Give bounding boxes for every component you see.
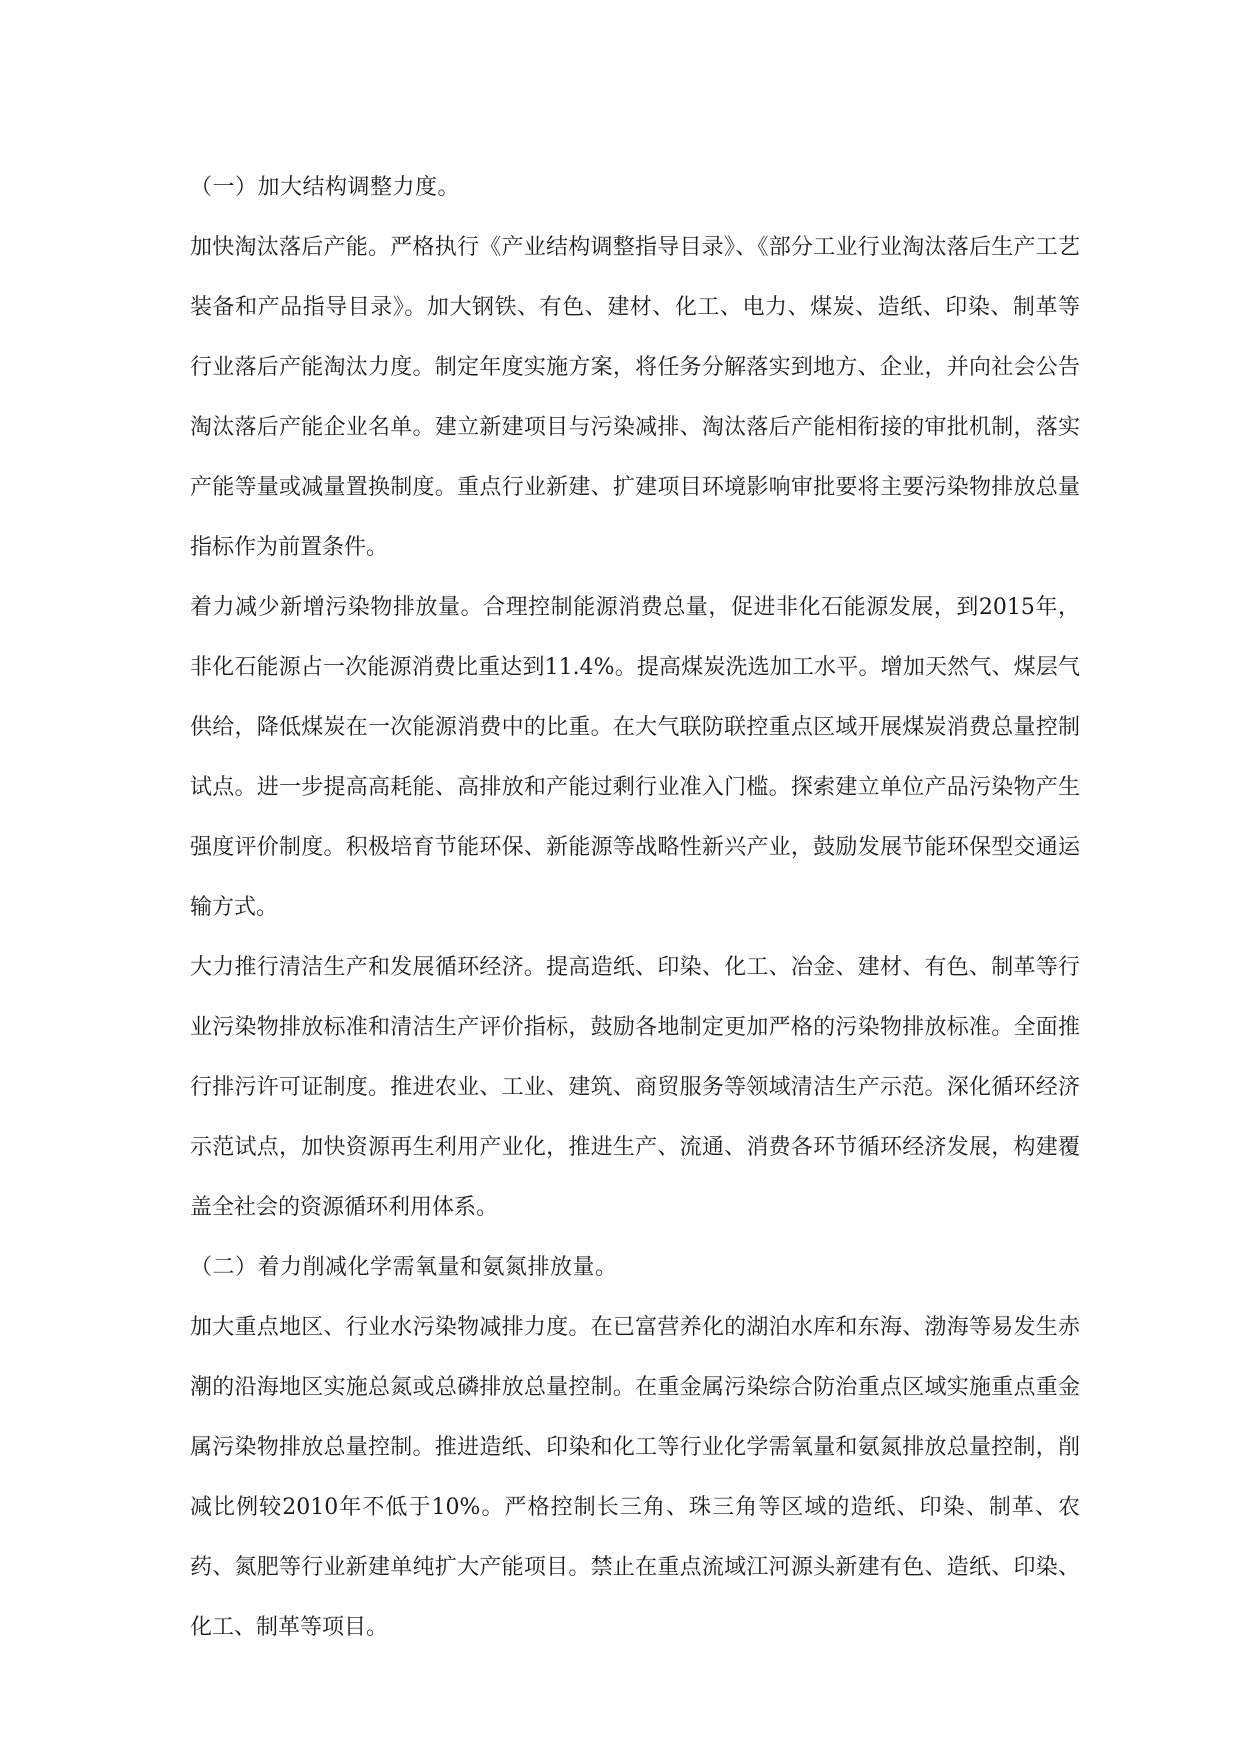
paragraph-clean-production: 大力推行清洁生产和发展循环经济。提高造纸、印染、化工、冶金、建材、有色、制革等行业污染物排放标准和清洁生产评价指标，鼓励各地制定更加严格的污染物排放标准。全面推行排污许可证制度。推进农业、工业、建筑、商贸服务等领域清洁生产示范。深化循环经济示范试点，加快资源再生利用产业化，推进生产、流通、消费各环节循环经济发展，构建覆盖全社会的资源循环利用体系。 bbox=[190, 955, 1080, 1220]
section-heading-1: （一）加大结构调整力度。 bbox=[190, 175, 461, 200]
paragraph-water-pollutant-reduction: 加大重点地区、行业水污染物减排力度。在已富营养化的湖泊水库和东海、渤海等易发生赤潮的沿海地区实施总氮或总磷排放总量控制。在重金属污染综合防治重点区域实施重点重金属污染物排放总量控制。推进造纸、印染和化工等行业化学需氧量和氨氮排放总量控制，削减比例较2010年不低于10%。严格控制长三角、珠三角等区域的造纸、印染、制革、农药、氮肥等行业新建单纯扩大产能项目。禁止在重点流域江河源头新建有色、造纸、印染、化工、制革等项目。 bbox=[190, 1315, 1080, 1640]
section-heading-2: （二）着力削减化学需氧量和氨氮排放量。 bbox=[190, 1255, 618, 1280]
paragraph-reduce-new-emissions: 着力减少新增污染物排放量。合理控制能源消费总量，促进非化石能源发展，到2015年，非化石能源占一次能源消费比重达到11.4%。提高煤炭洗选加工水平。增加天然气、煤层气供给，降低煤炭在一次能源消费中的比重。在大气联防联控重点区域开展煤炭消费总量控制试点。进一步提高高耗能、高排放和产能过剩行业准入门槛。探索建立单位产品污染物产生强度评价制度。积极培育节能环保、新能源等战略性新兴产业，鼓励发展节能环保型交通运输方式。 bbox=[190, 595, 1080, 920]
document-body bbox=[190, 158, 1080, 1658]
paragraph-eliminate-backward-capacity: 加快淘汰落后产能。严格执行《产业结构调整指导目录》、《部分工业行业淘汰落后生产工艺装备和产品指导目录》。加大钢铁、有色、建材、化工、电力、煤炭、造纸、印染、制革等行业落后产能淘汰力度。制定年度实施方案，将任务分解落实到地方、企业，并向社会公告淘汰落后产能企业名单。建立新建项目与污染减排、淘汰落后产能相衔接的审批机制，落实产能等量或减量置换制度。重点行业新建、扩建项目环境影响审批要将主要污染物排放总量指标作为前置条件。 bbox=[190, 235, 1080, 560]
